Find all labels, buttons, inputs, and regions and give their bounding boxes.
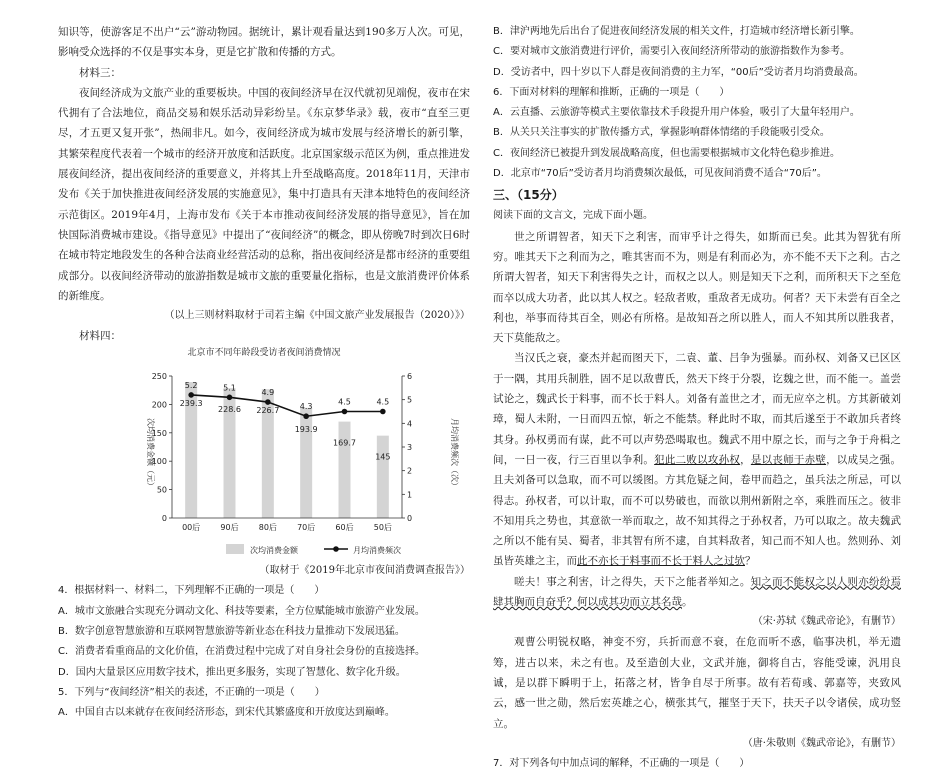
passage-text: ？	[745, 555, 756, 568]
x-tick-label: 70后	[297, 523, 316, 533]
question-4-option-c: C．消费者看重商品的文化价值，在消费过程中完成了对自身社会身份的直接选择。	[58, 646, 425, 658]
frequency-point-2	[265, 400, 271, 406]
passage-text: ，以成吴之强。且夫刘备可以急取，而不可以缓图。方其危疑之间，卷甲而趋之，虽兵法之所忌，可以得志。孙权者，可以计取，而不可以势破也，而欲以荆州新附之卒，乘胜而压之。彼非不知用兵之势也，其意欲一举而取之，故不知其得之于孙权者，乃可以取之。故夫魏武之所以不能有吴、蜀者，非其智有所不逮，自其料敌者，知己而不知人也。然则孙、刘虽皆英雄之主，而	[493, 453, 902, 568]
material-two-tail: 知识等，使游客足不出户“云”游动物园。据统计，累计观看量达到190多万人次。可见，影响受众选择的不仅是事实本身，更是它扩散和传播的方式。	[58, 26, 470, 59]
chart-source: （取材于《2019年北京市夜间消费调查报告》）	[259, 565, 470, 577]
question-5-option-b: B．津沪两地先后出台了促进夜间经济发展的相关文件，打造城市经济增长新引擎。	[493, 26, 860, 37]
underlined-sentence-1: 犯此二败以攻孙权	[654, 453, 741, 466]
y2-tick-label: 4	[407, 419, 413, 429]
underlined-sentence-2: 是以丧师于赤壁	[750, 453, 827, 466]
frequency-value-label: 5.1	[223, 383, 236, 393]
bar-4	[339, 422, 351, 518]
bar-5	[377, 436, 389, 518]
legend-bar-swatch	[226, 544, 244, 554]
question-6-option-b: B．从关只关注事实的扩散传播方式，掌握影响群体情绪的手段能吸引受众。	[493, 127, 830, 139]
question-6: 6．下面对材料的理解和推断，正确的一项是（ ）	[493, 86, 730, 98]
legend-line-label: 月均消费频次	[353, 546, 401, 556]
question-4-option-b: B．数字创意智慧旅游和互联网智慧旅游等新业态在科技力量推动下发展迅猛。	[58, 626, 405, 638]
legend-line-marker	[333, 547, 339, 553]
x-tick-label: 50后	[373, 523, 392, 533]
bar-value-label: 193.9	[294, 425, 318, 435]
y2-tick-label: 6	[407, 372, 413, 382]
x-tick-label: 80后	[258, 523, 277, 533]
material-three-text: 夜间经济成为文旅产业的重要板块。中国的夜间经济早在汉代就初见端倪，夜市在宋代拥有了合法地位，商品交易和娱乐活动异彩纷呈。《东京梦华录》载，夜市“直至三更尽，才五更又复开张”，热闹非凡。如今，夜间经济成为城市发展与经济增长的新引擎，其繁荣程度代表着一个城市的经济开放度和活跃度。北京国家级示范区为例，重点推进发展夜间经济，提出夜间经济的重要意义，并将其上升至战略高度。2018年11月，天津市发布《关于加快推进夜间经济发展的实施意见》，集中打造具有天津本地特色的夜间经济示范街区。2019年4月，上海市发布《关于本市推动夜间经济发展的指导意见》，旨在加快国际消费城市建设。《指导意见》中提出了“夜间经济”的概念，即从傍晚7时到次日6时在城市特定地段发生的各种合法商业经营活动的总称，指出夜间经济是都市经济的重要组成部分。以夜间经济带动的旅游指数是城市文旅的重要量化指标，也是文旅消费评价体系的新维度。	[58, 86, 470, 302]
question-5: 5．下列与“夜间经济”相关的表述，不正确的一项是（ ）	[58, 686, 325, 698]
passage-b-source: （唐·朱敬则《魏武帝论》，有删节）	[742, 737, 901, 749]
bar-value-label: 228.6	[218, 405, 241, 415]
frequency-value-label: 4.9	[261, 388, 275, 398]
frequency-point-4	[342, 409, 348, 415]
reading-instruction: 阅读下面的文言文，完成下面小题。	[493, 210, 653, 222]
material-four-label: 材料四：	[79, 330, 121, 343]
question-4: 4．根据材料一、材料二，下列理解不正确的一项是（ ）	[58, 585, 325, 597]
chart-title: 北京市不同年龄段受访者夜间消费情况	[187, 348, 341, 359]
left-column	[58, 22, 470, 724]
y2-axis-label: 月均消费频次（次）	[450, 418, 459, 491]
question-6-option-a: A．云直播、云旅游等模式主要依靠技术手段提升用户体验，吸引了大量年轻用户。	[493, 107, 860, 119]
bar-value-label: 169.7	[333, 439, 356, 449]
passage-text: 当汉氏之衰，豪杰并起而图天下，二袁、董、吕争为强暴。而孙权、刘备又已区区于一隅，其用兵制胜，固不足以敌曹氏，然天下终于分裂，讫魏之世，而不能一。盖尝试论之，魏武长于料事，而不长于料人。刘备有盖世之才，而无应卒之机。方其新破刘璋，蜀人未附，一日而四五惊，斩之不能禁。释此时不取，而其后遂至于不敢加兵者终其身。孙权勇而有谋，此不可以声势恐喝取也。魏武不用中原之长，而与之争于舟楫之间，一日一夜，行三百里以争利。	[493, 352, 901, 466]
bar-value-label: 239.3	[179, 399, 203, 409]
frequency-value-label: 5.2	[184, 381, 198, 391]
question-6-option-c: C．夜间经济已被提升到发展战略高度，但也需要根据城市文化特色稳步推进。	[493, 147, 840, 159]
y2-tick-label: 0	[407, 514, 413, 524]
question-4-option-a: A．城市文旅融合实现充分调动文化、科技等要素，全方位赋能城市旅游产业发展。	[58, 605, 425, 617]
frequency-value-label: 4.3	[299, 402, 313, 412]
passage-text: ，	[740, 453, 751, 466]
consumption-chart	[58, 346, 470, 561]
wavy-underlined-sentence: 知之而不能权之以人则亦纷纷焉肆其胸而自奋乎？何以成其功而立其名哉	[493, 575, 901, 609]
passage-a-source: （宋·苏轼《魏武帝论》，有删节）	[752, 616, 901, 628]
y-tick-label: 150	[151, 429, 167, 439]
question-4-option-d: D．国内大量景区应用数字技术，推出更多服务，实现了智慧化、数字化升级。	[58, 666, 406, 678]
y2-tick-label: 1	[407, 490, 413, 500]
bar-value-label: 145	[375, 453, 391, 463]
passage-text: 。	[682, 596, 693, 609]
legend-bar-label: 次均消费金额	[250, 546, 298, 556]
y2-tick-label: 2	[407, 467, 413, 477]
passage-a-paragraph-1: 世之所谓智者，知天下之利害，而审乎计之得失，如斯而已矣。此其为智犹有所穷。唯其天下之利而为之，唯其害而不为，则是有利而必为，亦不能不天下之利。古之所谓大智者，知天下利害得失之计，而权之以人。则是知天下之利，而所积天下之至危而卒以成大功者，此以其人权之。轻敌者败，重敌者无成功。何者？天下未尝有百全之利也，举事而待其百全，则必有所格。是故知吾之所以胜人，而人不知其所以胜我者，天下莫能敌之。	[493, 230, 901, 345]
passage-b-paragraph: 观曹公明锐权略，神变不穷，兵折而意不衰，在危而听不惑，临事决机，举无遗筹，进古以来，未之有也。及至造创大业，文武并施，御将自古，容能受谏，汎用良诚，是以群下瞬明于上，拓落之材，皆争自尽于所事。故有若荀彧、郭嘉等，夹致风云，感一世之勋，然后宏英雄之心，横张其气，摧坚于天下，扶天子以令诸侯，成功竖立。	[493, 636, 901, 730]
material-three-label: 材料三：	[79, 66, 121, 79]
question-5-option-a: A．中国自古以来就存在夜间经济形态，到宋代其繁盛度和开放度达到巅峰。	[58, 707, 395, 719]
y-tick-label: 100	[151, 457, 167, 467]
bar-value-label: 226.7	[256, 406, 280, 416]
y2-tick-label: 3	[407, 443, 413, 453]
frequency-point-5	[380, 409, 386, 415]
y-tick-label: 0	[161, 514, 167, 524]
right-column	[493, 22, 901, 774]
frequency-point-1	[227, 395, 233, 401]
frequency-value-label: 4.5	[376, 397, 390, 407]
passage-a-paragraph-2	[493, 348, 901, 571]
y-tick-label: 250	[151, 372, 167, 382]
y-tick-label: 50	[156, 486, 167, 496]
underlined-sentence-3: 此不亦长于料事而不长于料人之过欤	[577, 555, 745, 568]
x-tick-label: 60后	[335, 523, 354, 533]
x-tick-label: 90后	[220, 523, 239, 533]
y2-tick-label: 5	[407, 396, 413, 406]
frequency-value-label: 4.5	[338, 397, 351, 407]
y-axis-label: 次均消费金额（元）	[146, 418, 155, 491]
frequency-point-3	[303, 414, 309, 420]
passage-text: 嗟夫！事之利害，计之得失，天下之能者举知之。	[514, 575, 751, 588]
question-5-option-c: C．要对城市文旅消费进行评价，需要引入夜间经济所带动的旅游指数作为参考。	[493, 46, 850, 58]
question-5-option-d: D．受访者中，四十岁以下人群是夜间消费的主力军，“00后”受访者月均消费最高。	[493, 66, 864, 78]
passage-a-paragraph-3	[493, 572, 901, 613]
y-tick-label: 200	[151, 400, 167, 410]
question-7: 7．对下列各句中加点词的解释，不正确的一项是（ ）	[493, 757, 750, 769]
section-three-heading: 三、（15分）	[493, 188, 564, 203]
chart-marks	[152, 372, 412, 532]
material-source: （以上三则材料取材于司若主编《中国文旅产业发展报告（2020）》）	[164, 310, 470, 322]
x-tick-label: 00后	[182, 523, 201, 533]
frequency-point-0	[188, 393, 194, 399]
question-6-option-d: D．北京市“70后”受访者月均消费频次最低，可见夜间消费不适合“70后”。	[493, 168, 827, 180]
